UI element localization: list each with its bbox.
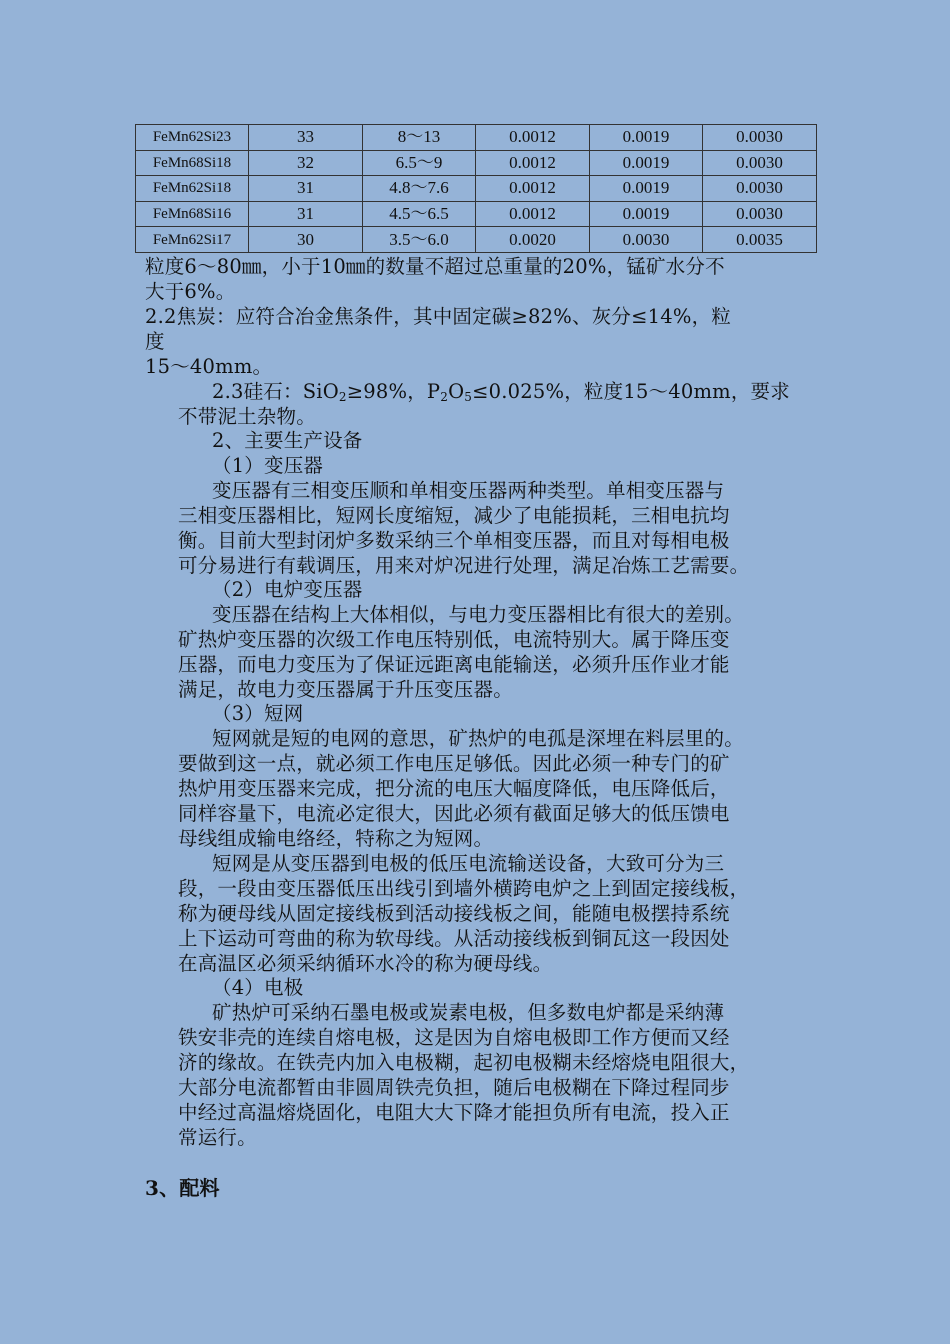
text-line: 在高温区必须采纳循环水冷的称为硬母线。: [178, 952, 553, 975]
text-line: 要做到这一点，就必须工作电压足够低。因此必须一种专门的矿: [178, 752, 730, 775]
text-line: 变压器有三相变压顺和单相变压器两种类型。单相变压器与: [212, 479, 725, 502]
subscript: 2: [338, 390, 347, 404]
table-cell: 32: [249, 150, 363, 176]
text-line: 压器，而电力变压为了保证远距离电能输送，必须升压作业才能: [178, 653, 730, 676]
text-line: 济的缘故。在铁壳内加入电极糊，起初电极糊未经熔烧电阻很大，: [178, 1051, 750, 1074]
table-cell: 8～13: [363, 125, 476, 151]
table-cell: 0.0019: [590, 176, 703, 202]
spec-table-body: [136, 125, 817, 253]
text-line: 上下运动可弯曲的称为软母线。从活动接线板到铜瓦这一段因处: [178, 927, 730, 950]
text-line: 度: [145, 330, 165, 353]
text-span: ≤0.025%，粒度15～40mm，要求: [472, 380, 790, 403]
table-row: [136, 201, 817, 227]
text-line: 热炉用变压器来完成，把分流的电压大幅度降低，电压降低后，: [178, 777, 730, 800]
subsection-heading: （4）电极: [212, 976, 304, 999]
text-line: 粒度6～80㎜，小于10㎜的数量不超过总重量的20%，锰矿水分不: [145, 255, 725, 278]
table-cell: 0.0019: [590, 125, 703, 151]
text-line: 常运行。: [178, 1126, 257, 1149]
table-cell: FeMn62Si17: [136, 227, 249, 253]
text-line: 称为硬母线从固定接线板到活动接线板之间，能随电极摆持系统: [178, 902, 730, 925]
table-cell: 0.0030: [703, 150, 817, 176]
table-cell: 0.0019: [590, 201, 703, 227]
text-line: 三相变压器相比，短网长度缩短，减少了电能损耗，三相电抗均: [178, 504, 730, 527]
text-line: 段，一段由变压器低压出线引到墙外横跨电炉之上到固定接线板，: [178, 877, 750, 900]
text-line: 可分易进行有载调压，用来对炉况进行处理，满足冶炼工艺需要。: [178, 554, 750, 577]
text-line: 满足，故电力变压器属于升压变压器。: [178, 678, 513, 701]
table-cell: 4.8～7.6: [363, 176, 476, 202]
table-cell: 33: [249, 125, 363, 151]
table-cell: 31: [249, 201, 363, 227]
table-cell: 0.0012: [476, 125, 590, 151]
table-row: [136, 227, 817, 253]
text-line: 短网是从变压器到电极的低压电流输送设备，大致可分为三: [212, 852, 725, 875]
table-cell: 3.5～6.0: [363, 227, 476, 253]
text-line: 矿热炉变压器的次级工作电压特别低，电流特别大。属于降压变: [178, 628, 730, 651]
subscript: 5: [464, 390, 473, 404]
table-row: [136, 176, 817, 202]
text-span: 2.3硅石：SiO: [212, 380, 339, 403]
subsection-heading: （1）变压器: [212, 454, 324, 477]
section-heading-batching: 3、配料: [145, 1176, 220, 1200]
table-cell: 6.5～9: [363, 150, 476, 176]
text-line: 中经过高温熔烧固化，电阻大大下降才能担负所有电流，投入正: [178, 1101, 730, 1124]
text-line: 同样容量下，电流必定很大，因此必须有截面足够大的低压馈电: [178, 802, 730, 825]
table-row: [136, 150, 817, 176]
table-cell: 0.0020: [476, 227, 590, 253]
silica-spec-line: [212, 380, 790, 404]
table-cell: 0.0012: [476, 150, 590, 176]
text-line: 变压器在结构上大体相似，与电力变压器相比有很大的差别。: [212, 603, 744, 626]
table-cell: 0.0030: [703, 201, 817, 227]
text-span: ≥98%，P: [346, 380, 441, 403]
table-cell: 4.5～6.5: [363, 201, 476, 227]
table-cell: 0.0035: [703, 227, 817, 253]
table-row: [136, 125, 817, 151]
table-cell: 0.0030: [703, 176, 817, 202]
table-cell: 0.0030: [703, 125, 817, 151]
text-line: 大于6%。: [145, 280, 236, 303]
table-cell: 0.0030: [590, 227, 703, 253]
text-line: 2.2焦炭：应符合冶金焦条件，其中固定碳≥82%、灰分≤14%，粒: [145, 305, 731, 328]
ferromanganese-spec-table: [135, 124, 817, 253]
text-line: 矿热炉可采纳石墨电极或炭素电极，但多数电炉都是采纳薄: [212, 1001, 725, 1024]
section-heading: 2、主要生产设备: [212, 429, 363, 452]
table-cell: FeMn62Si18: [136, 176, 249, 202]
text-line: 母线组成输电络经，特称之为短网。: [178, 827, 494, 850]
text-line: 大部分电流都暂由非圆周铁壳负担，随后电极糊在下降过程同步: [178, 1076, 730, 1099]
text-span: O: [448, 380, 465, 403]
subscript: 2: [440, 390, 449, 404]
text-line: 短网就是短的电网的意思，矿热炉的电孤是深埋在料层里的。: [212, 727, 744, 750]
subsection-heading: （3）短网: [212, 702, 304, 725]
table-cell: 0.0019: [590, 150, 703, 176]
table-cell: FeMn68Si18: [136, 150, 249, 176]
table-cell: 30: [249, 227, 363, 253]
table-cell: FeMn68Si16: [136, 201, 249, 227]
table-cell: 0.0012: [476, 201, 590, 227]
text-line: 铁安非壳的连续自熔电极，这是因为自熔电极即工作方便而又经: [178, 1026, 730, 1049]
text-line: 15～40mm。: [145, 355, 273, 378]
table-cell: FeMn62Si23: [136, 125, 249, 151]
table-cell: 31: [249, 176, 363, 202]
text-line: 衡。目前大型封闭炉多数采纳三个单相变压器，而且对每相电极: [178, 529, 730, 552]
text-line: 不带泥土杂物。: [178, 405, 316, 428]
table-cell: 0.0012: [476, 176, 590, 202]
subsection-heading: （2）电炉变压器: [212, 578, 363, 601]
